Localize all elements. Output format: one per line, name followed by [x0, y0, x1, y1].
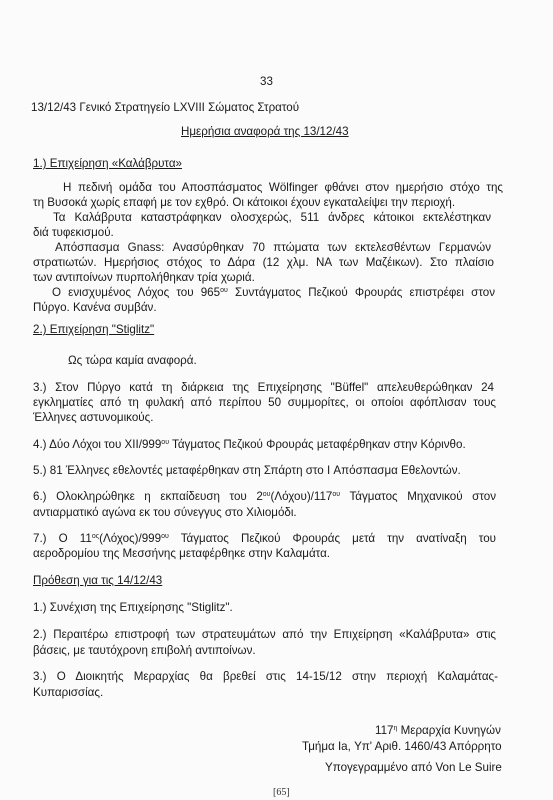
section-1-p1-l1: Η πεδινή ομάδα του Αποσπάσματος Wölfinger φθάνει στον ημερήσιο στόχο της [63, 181, 503, 194]
section-2-heading: 2.) Επιχείρηση "Stiglitz" [33, 323, 155, 336]
footer-page-number: [65] [273, 787, 290, 798]
signature-division: $117^\eta$ Μεραρχία Κυνηγών [375, 724, 501, 737]
intent-item-2-l2: βάσεις, με ταυτόχρονη επιβολή αντιποίνων. [33, 644, 256, 657]
section-3-l1: 3.) Στον Πύργο κατά τη διάρκεια της Επιχείρησης "Büffel" απελευθερώθηκαν 24 [33, 381, 494, 394]
section-7-l2: αεροδρομίου της Μεσσήνης μεταφέρθηκε στην Καλαμάτα. [33, 547, 331, 560]
section-1-p3-l1: Απόσπασμα Gnass: Ανασύρθηκαν 70 πτώματα των εκτελεσθέντων Γερμανών [55, 241, 491, 254]
section-1-p4-l2: Πύργο. Κανένα συμβάν. [33, 301, 157, 314]
section-1-p4-l1: Ο ενισχυμένος Λόχος του $965^{o\upsilon}$ Συντάγματος Πεζικού Φρουράς επιστρέφει στον [52, 286, 495, 299]
intent-item-3-l1: 3.) Ο Διοικητής Μεραρχίας θα βρεθεί στις 14-15/12 στην περιοχή Καλαμάτας- [33, 670, 498, 683]
section-5: 5.) 81 Έλληνες εθελοντές μεταφέρθηκαν στη Σπάρτη στο I Απόσπασμα Εθελοντών. [33, 464, 461, 477]
section-1-p1-l2: τη Βυσοκά χωρίς επαφή με τον εχθρό. Οι κάτοικοι έχουν εγκαταλείψει την περιοχή. [33, 196, 456, 209]
header-line: 13/12/43 Γενικό Στρατηγείο LXVIII Σώματος Στρατού [31, 101, 300, 114]
intent-item-3-l2: Κυπαρισσίας. [33, 686, 104, 699]
section-7-l1: 7.) Ο $11^{o\varsigma}(\Lambda ό\chi o\varsigma)/999^{o\upsilon}$ Τάγματος Πεζικού Φρουράς μετά την ανατίναξη του [33, 532, 496, 545]
section-3-l3: Έλληνες αστυνομικούς. [33, 411, 154, 424]
section-6-l1: 6.) Ολοκληρώθηκε η εκπαίδευση του $2^{o\upsilon}(\Lambda ό\chi o\upsilon)/117^{o\upsilon}$ Τάγματος Μηχανικού στον [33, 490, 496, 503]
signature-reference: Τμήμα Ia, Υπ' Αριθ. 1460/43 Απόρρητο [302, 740, 502, 753]
report-subtitle: Ημερήσια αναφορά της 13/12/43 [181, 125, 349, 138]
section-1-p3-l2: στρατιωτών. Ημερήσιος στόχος το Δάρα (12 χλμ. ΝΑ των Μαζέικων). Στο πλαίσιο [33, 256, 494, 269]
intent-item-1: 1.) Συνέχιση της Επιχείρησης "Stiglitz". [33, 601, 233, 614]
signature-signed-by: Υπογεγραμμένο από Von Le Suire [325, 761, 502, 774]
intent-heading: Πρόθεση για τις 14/12/43 [33, 574, 163, 587]
section-1-heading: 1.) Επιχείρηση «Καλάβρυτα» [33, 157, 182, 170]
section-2-text: Ως τώρα καμία αναφορά. [68, 354, 197, 367]
section-1-p2-l2: διά τυφεκισμού. [33, 226, 114, 239]
page-number: 33 [260, 75, 273, 88]
section-4: 4.) Δύο Λόχοι του XII/$999^{o\upsilon}$ Τάγματος Πεζικού Φρουράς μεταφέρθηκαν στην Κόρινθο. [33, 438, 466, 451]
intent-item-2-l1: 2.) Περαιτέρω επιστροφή των στρατευμάτων από την Επιχείρηση «Καλάβρυτα» στις [33, 628, 496, 641]
section-3-l2: εγκληματίες από τη φυλακή από περίπου 50 συμμορίτες, οι οποίοι αφόπλισαν τους [33, 396, 496, 409]
section-6-l2: αντιαρματικό αγώνα εκ του σύνεγγυς στο Χιλιομόδι. [33, 506, 297, 519]
section-1-p2-l1: Τα Καλάβρυτα καταστράφηκαν ολοσχερώς, 511 άνδρες κάτοικοι εκτελέστηκαν [53, 211, 491, 224]
section-1-p3-l3: των αντιποίνων πυρπολήθηκαν τρία χωριά. [33, 271, 255, 284]
